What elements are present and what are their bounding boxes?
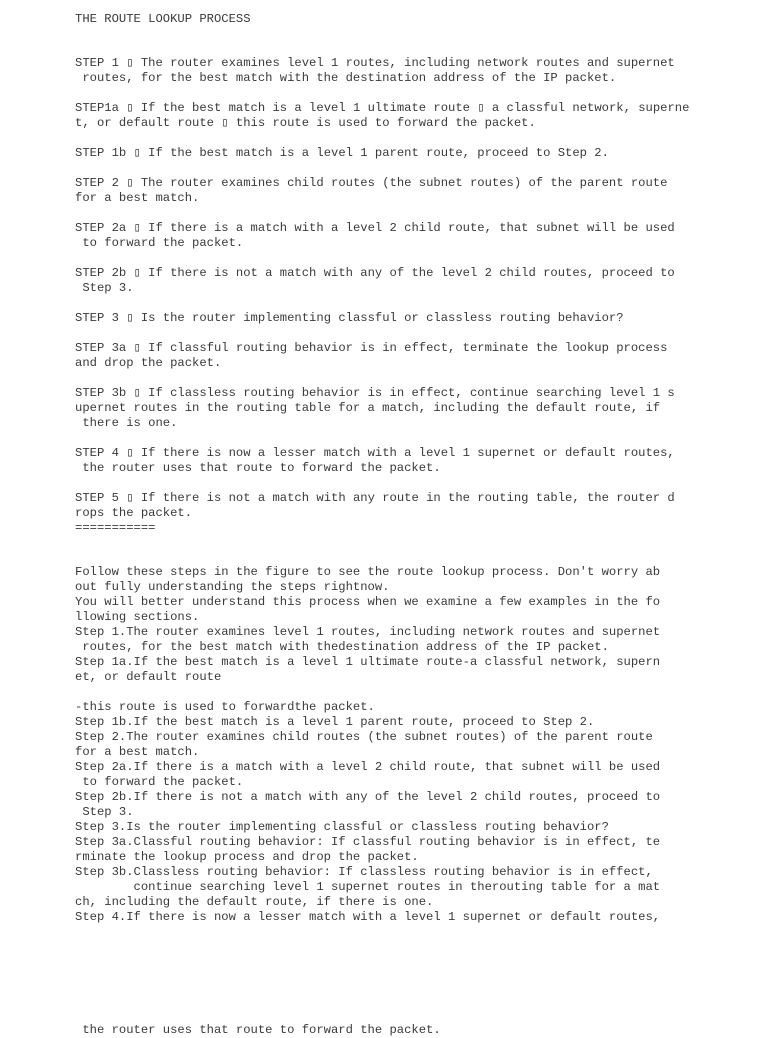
text-line: Step 1a.If the best match is a level 1 ultimate route-a classful network, supern xyxy=(75,655,661,669)
text-line: continue searching level 1 supernet routes in therouting table for a mat xyxy=(75,880,661,894)
spacer xyxy=(75,251,735,266)
step-paragraph xyxy=(75,221,735,251)
text-line: et, or default route xyxy=(75,670,222,684)
text-line: STEP 2b ▯ If there is not a match with any of the level 2 child routes, proceed to xyxy=(75,266,675,280)
spacer xyxy=(75,536,735,551)
document-title: THE ROUTE LOOKUP PROCESS xyxy=(75,12,251,26)
text-line: Step 1b.If the best match is a level 1 parent route, proceed to Step 2. xyxy=(75,715,595,729)
step-paragraph xyxy=(75,311,735,326)
step-list xyxy=(75,56,735,536)
text-line: Step 3. xyxy=(75,281,134,295)
text-line: Step 2a.If there is a match with a level 2 child route, that subnet will be used xyxy=(75,760,661,774)
step-paragraph xyxy=(75,446,735,476)
step-paragraph xyxy=(75,491,735,521)
step-paragraph xyxy=(75,56,735,86)
text-line: You will better understand this process when we examine a few examples in the fo xyxy=(75,595,661,609)
text-line: upernet routes in the routing table for a match, including the default route, if xyxy=(75,401,661,415)
spacer xyxy=(75,206,735,221)
text-line: Step 2b.If there is not a match with any of the level 2 child routes, proceed to xyxy=(75,790,661,804)
text-line: the router uses that route to forward the packet. xyxy=(75,461,441,475)
footer-line: the router uses that route to forward the packet. xyxy=(75,1023,441,1037)
continuation-paragraph xyxy=(75,700,735,925)
spacer xyxy=(75,371,735,386)
step-paragraph xyxy=(75,101,735,131)
step-paragraph xyxy=(75,146,735,161)
text-line: out fully understanding the steps rightnow. xyxy=(75,580,390,594)
step-paragraph xyxy=(75,386,735,431)
spacer xyxy=(75,326,735,341)
text-line: routes, for the best match with thedestination address of the IP packet. xyxy=(75,640,609,654)
text-line: t, or default route ▯ this route is used to forward the packet. xyxy=(75,116,536,130)
text-line: Step 3b.Classless routing behavior: If classless routing behavior is in effect, xyxy=(75,865,653,879)
step-paragraph xyxy=(75,341,735,371)
spacer xyxy=(75,431,735,446)
text-line: rminate the lookup process and drop the packet. xyxy=(75,850,419,864)
text-line: STEP 3a ▯ If classful routing behavior is in effect, terminate the lookup process xyxy=(75,341,668,355)
text-line: to forward the packet. xyxy=(75,236,244,250)
text-line: STEP 3b ▯ If classless routing behavior is in effect, continue searching level 1 s xyxy=(75,386,675,400)
text-line: rops the packet. xyxy=(75,506,193,520)
text-line: STEP 1b ▯ If the best match is a level 1 parent route, proceed to Step 2. xyxy=(75,146,609,160)
spacer xyxy=(75,131,735,146)
intro-paragraph xyxy=(75,565,735,685)
separator-line: =========== xyxy=(75,521,156,535)
text-line: Step 2.The router examines child routes (the subnet routes) of the parent route xyxy=(75,730,653,744)
text-line: for a best match. xyxy=(75,745,200,759)
text-line: Step 3a.Classful routing behavior: If classful routing behavior is in effect, te xyxy=(75,835,661,849)
text-line: llowing sections. xyxy=(75,610,200,624)
step-paragraph xyxy=(75,176,735,206)
text-line: Step 1.The router examines level 1 routes, including network routes and supernet xyxy=(75,625,661,639)
text-line: and drop the packet. xyxy=(75,356,222,370)
text-line: ch, including the default route, if there is one. xyxy=(75,895,434,909)
text-line: to forward the packet. xyxy=(75,775,244,789)
text-line: STEP 4 ▯ If there is now a lesser match with a level 1 supernet or default routes, xyxy=(75,446,675,460)
text-line: STEP 2a ▯ If there is a match with a level 2 child route, that subnet will be used xyxy=(75,221,675,235)
text-line: there is one. xyxy=(75,416,178,430)
spacer xyxy=(75,27,735,42)
spacer xyxy=(75,476,735,491)
spacer xyxy=(75,925,735,1023)
spacer xyxy=(75,161,735,176)
text-line: Step 4.If there is now a lesser match with a level 1 supernet or default routes, xyxy=(75,910,661,924)
spacer xyxy=(75,86,735,101)
text-line: Follow these steps in the figure to see the route lookup process. Don't worry ab xyxy=(75,565,661,579)
spacer xyxy=(75,551,735,565)
text-line: STEP 1 ▯ The router examines level 1 routes, including network routes and supernet xyxy=(75,56,675,70)
spacer xyxy=(75,296,735,311)
text-line: STEP 2 ▯ The router examines child routes (the subnet routes) of the parent route xyxy=(75,176,668,190)
text-line: STEP 5 ▯ If there is not a match with any route in the routing table, the router d xyxy=(75,491,675,505)
spacer xyxy=(75,42,735,56)
step-paragraph xyxy=(75,266,735,296)
text-line: STEP 3 ▯ Is the router implementing classful or classless routing behavior? xyxy=(75,311,624,325)
document-page xyxy=(75,12,735,1038)
text-line: -this route is used to forwardthe packet. xyxy=(75,700,375,714)
spacer xyxy=(75,685,735,700)
text-line: for a best match. xyxy=(75,191,200,205)
text-line: Step 3. xyxy=(75,805,134,819)
text-line: routes, for the best match with the destination address of the IP packet. xyxy=(75,71,617,85)
text-line: Step 3.Is the router implementing classful or classless routing behavior? xyxy=(75,820,609,834)
text-line: STEP1a ▯ If the best match is a level 1 ultimate route ▯ a classful network, superne xyxy=(75,101,690,115)
